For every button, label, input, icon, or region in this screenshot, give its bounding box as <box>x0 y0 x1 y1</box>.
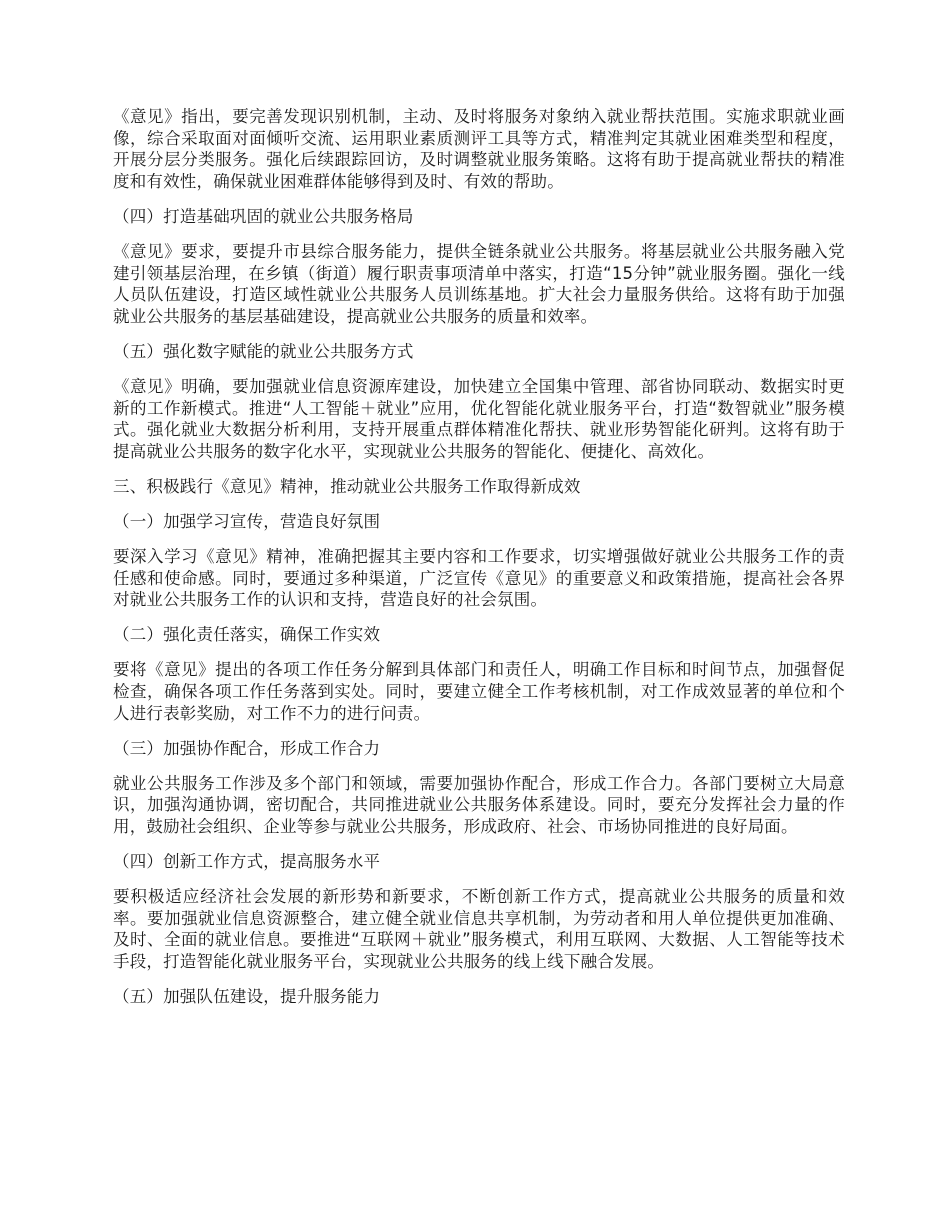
heading-study-publicity: （一）加强学习宣传，营造良好氛围 <box>113 511 381 531</box>
heading-responsibility: （二）强化责任落实，确保工作实效 <box>113 625 381 645</box>
paragraph-responsibility: 要将《意见》提出的各项工作任务分解到具体部门和责任人，明确工作目标和时间节点，加强督促检查，确保各项工作任务落到实处。同时，要建立健全工作考核机制，对工作成效显著的单位和个人进行表彰奖励，对工作不力的进行问责。 <box>113 660 845 723</box>
heading-foundation-pattern: （四）打造基础巩固的就业公共服务格局 <box>113 206 414 226</box>
heading-digital-empowerment: （五）强化数字赋能的就业公共服务方式 <box>113 341 414 361</box>
paragraph-study-publicity: 要深入学习《意见》精神，准确把握其主要内容和工作要求，切实增强做好就业公共服务工作的责任感和使命感。同时，要通过多种渠道，广泛宣传《意见》的重要意义和政策措施，提高社会各界对就业公共服务工作的认识和支持，营造良好的社会氛围。 <box>113 547 845 610</box>
heading-cooperation: （三）加强协作配合，形成工作合力 <box>113 738 381 758</box>
heading-team-building: （五）加强队伍建设，提升服务能力 <box>113 987 381 1006</box>
paragraph-identification-mechanism: 《意见》指出，要完善发现识别机制，主动、及时将服务对象纳入就业帮扶范围。实施求职就业画像，综合采取面对面倾听交流、运用职业素质测评工具等方式，精准判定其就业困难类型和程度，开展分层分类服务。强化后续跟踪回访，及时调整就业服务策略。这将有助于提高就业帮扶的精准度和有效性，确保就业困难群体能够得到及时、有效的帮助。 <box>113 107 845 191</box>
paragraph-cooperation: 就业公共服务工作涉及多个部门和领域，需要加强协作配合，形成工作合力。各部门要树立大局意识，加强沟通协调，密切配合，共同推进就业公共服务体系建设。同时，要充分发挥社会力量的作用，鼓励社会组织、企业等参与就业公共服务，形成政府、社会、市场协同推进的良好局面。 <box>113 773 845 836</box>
paragraph-information-resource-database: 《意见》明确，要加强就业信息资源库建设，加快建立全国集中管理、部省协同联动、数据实时更新的工作新模式。推进“人工智能＋就业”应用，优化智能化就业服务平台，打造“数智就业”服务模式。强化就业大数据分析利用，支持开展重点群体精准化帮扶、就业形势智能化研判。这将有助于提高就业公共服务的数字化水平，实现就业公共服务的智能化、便捷化、高效化。 <box>113 376 845 461</box>
heading-section-three: 三、积极践行《意见》精神，推动就业公共服务工作取得新成效 <box>113 476 581 496</box>
paragraph-county-service-capacity: 《意见》要求，要提升市县综合服务能力，提供全链条就业公共服务。将基层就业公共服务融入党建引领基层治理，在乡镇（街道）履行职责事项清单中落实，打造“15分钟”就业服务圈。强化一线人员队伍建设，打造区域性就业公共服务人员训练基地。扩大社会力量服务供给。这将有助于加强就业公共服务的基层基础建设，提高就业公共服务的质量和效率。 <box>113 241 845 326</box>
document-page <box>113 106 845 1021</box>
paragraph-innovation: 要积极适应经济社会发展的新形势和新要求，不断创新工作方式，提高就业公共服务的质量和效率。要加强就业信息资源整合，建立健全就业信息共享机制，为劳动者和用人单位提供更加准确、及时、全面的就业信息。要推进“互联网＋就业”服务模式，利用互联网、大数据、人工智能等技术手段，打造智能化就业服务平台，实现就业公共服务的线上线下融合发展。 <box>113 887 845 971</box>
heading-innovation: （四）创新工作方式，提高服务水平 <box>113 852 381 872</box>
